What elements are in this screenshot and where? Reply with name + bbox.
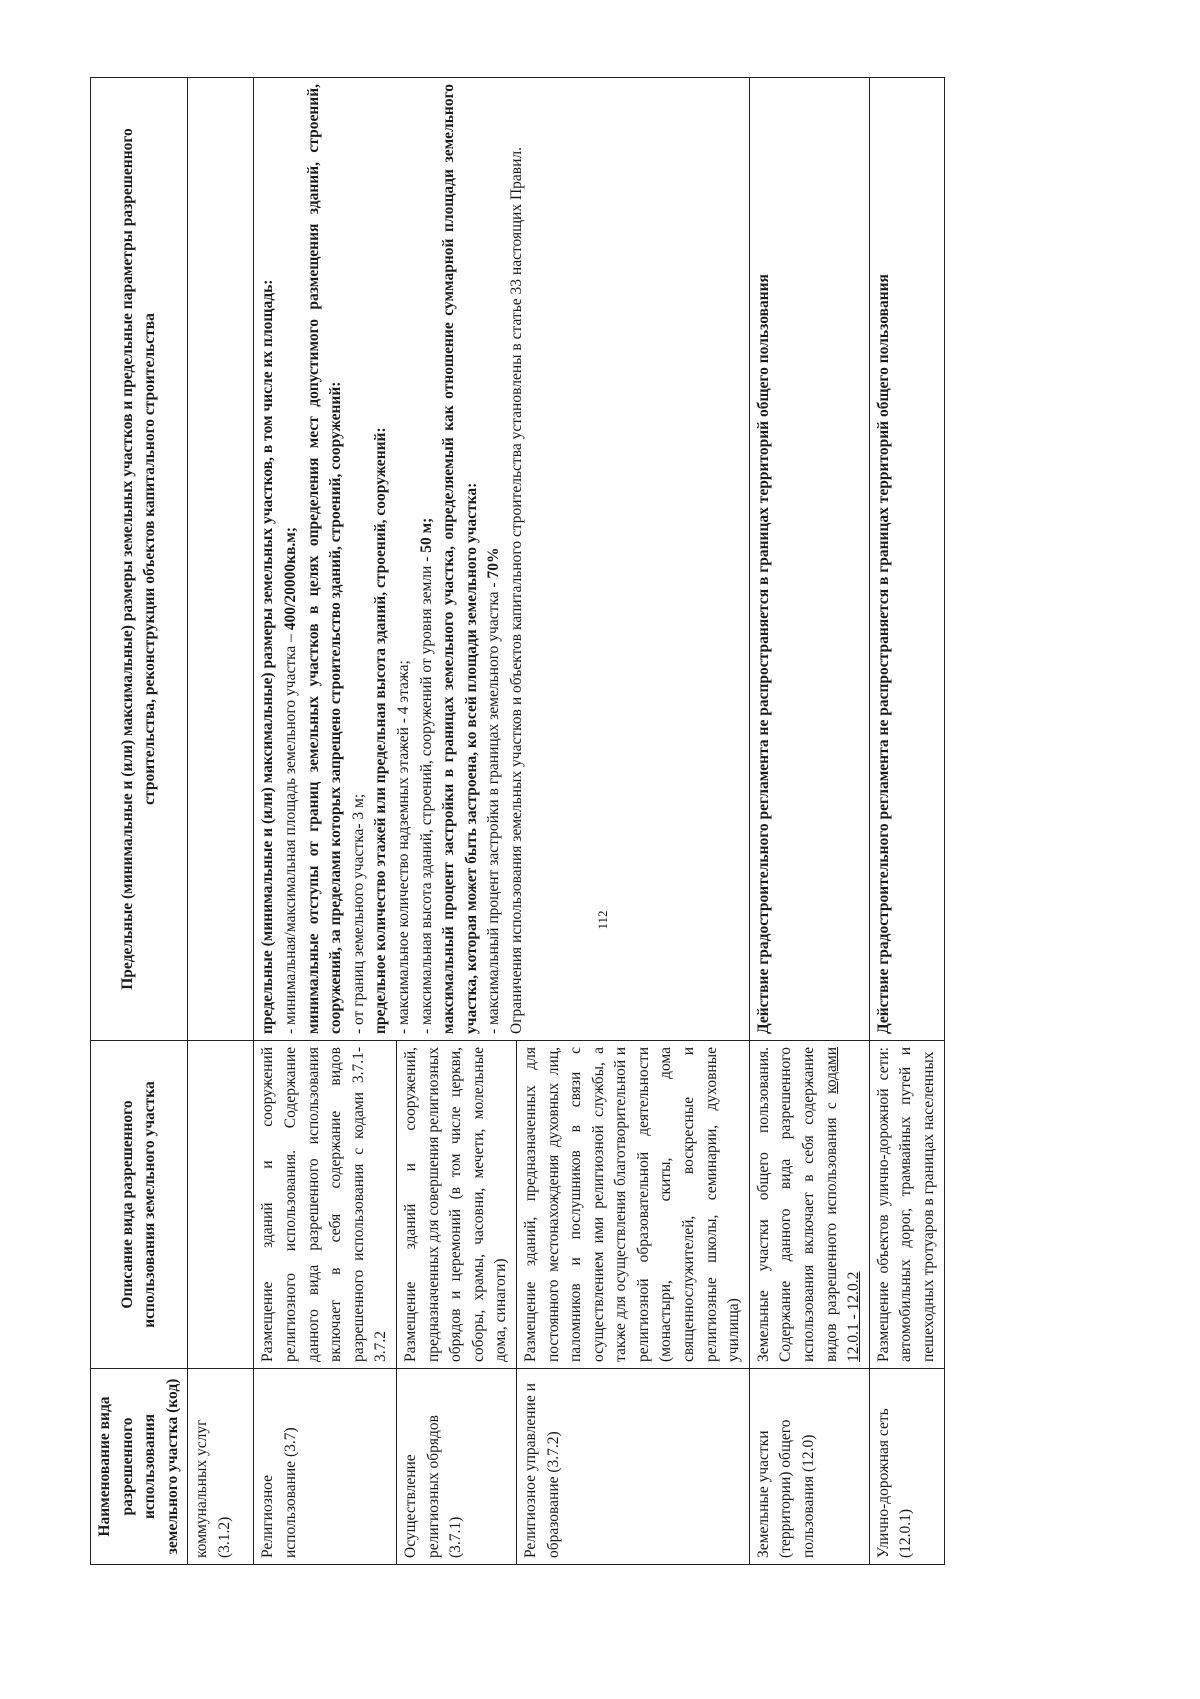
use-name-cell: коммунальных услуг (3.1.2) <box>188 1369 254 1565</box>
header-use-name: Наименование вида разрешенного использования земельного участка (код) <box>91 1369 188 1565</box>
parameters-cell: Действие градостроительного регламента не распространяется в границах территорий общего пользования <box>869 78 944 1041</box>
parameters-cell: Действие градостроительного регламента не распространяется в границах территорий общего пользования <box>749 78 869 1041</box>
use-description-cell: Размещение зданий и сооружений религиозного использования. Содержание данного вида разрешенного использования включает в себя содержание видов разрешенного использования с кодами 3.7.1-3.7.2 <box>254 1041 397 1369</box>
param-line: максимальный процент застройки в границах земельного участка, определяемый как отношение суммарной площади земельного участка, которая может быть застроена, ко всей площади земельного участка: <box>440 84 480 1034</box>
table-row <box>749 78 869 1565</box>
param-line: Ограничения использования земельных участков и объектов капитального строительства установлены в статье 33 настоящих Правил. <box>507 146 525 1034</box>
header-use-description: Описание вида разрешенного использования земельного участка <box>91 1041 188 1369</box>
use-description-cell: Размещение объектов улично-дорожной сети: автомобильных дорог, трамвайных путей и пешеходных тротуаров в границах населенных <box>869 1041 944 1369</box>
table-header-row <box>91 78 188 1565</box>
header-parameters: Предельные (минимальные и (или) максимальные) размеры земельных участков и предельные параметры разрешенного строительства, реконструкции объектов капитального строительства <box>91 78 188 1041</box>
use-name-cell: Осуществление религиозных обрядов (3.7.1) <box>396 1369 516 1565</box>
use-description-cell: Размещение зданий и сооружений, предназначенных для совершения религиозных обрядов и церемоний (в том числе церкви, соборы, храмы, часовни, мечети, молельные дома, синагоги) <box>396 1041 516 1369</box>
param-line: - максимальная высота зданий, строений, сооружений от уровня земли - 50 м; <box>417 517 435 1034</box>
use-name-cell: Улично-дорожная сеть (12.0.1) <box>869 1369 944 1565</box>
page-number: 112 <box>595 910 610 930</box>
param-line: - максимальное количество надземных этажей - 4 этажа; <box>394 660 412 1034</box>
use-description-cell: Размещение зданий, предназначенных для постоянного местонахождения духовных лиц, паломников и послушников в связи с осуществлением ими религиозной службы, а также для осуществления благотворительной и религиозной образовательной деятельности (монастыри, скиты, дома священнослужителей, воскресные и религиозные школы, семинарии, духовные училища) <box>516 1041 749 1369</box>
use-name-cell: Религиозное управление и образование (3.7.2) <box>516 1369 749 1565</box>
use-name-cell: Религиозное использование (3.7) <box>254 1369 397 1565</box>
param-line: минимальные отступы от границ земельных участков в целях определения мест допустимого размещения зданий, строений, сооружений, за пределами которых запрещено строительство зданий, строений, сооружений: <box>304 84 345 1034</box>
param-line: - максимальный процент застройки в границах земельного участка - 70% <box>485 547 503 1034</box>
param-line: - от границ земельного участка- 3 м; <box>349 793 367 1034</box>
use-name-cell: Земельные участки (территории) общего пользования (12.0) <box>749 1369 869 1565</box>
parameters-cell <box>188 78 254 1041</box>
codes-reference: кодами 12.0.1 - 12.0.2 <box>822 1047 863 1362</box>
param-line: предельные (минимальные и (или) максимальные) размеры земельных участков, в том числе их площадь: <box>259 279 277 1034</box>
parameters-cell <box>254 78 749 1041</box>
use-description-cell <box>188 1041 254 1369</box>
table-row <box>869 78 944 1565</box>
use-description-cell: Земельные участки общего пользования. Содержание данного вида разрешенного использования включает в себя содержание видов разрешенного использования с кодами 12.0.1 - 12.0.2 <box>749 1041 869 1369</box>
zoning-table <box>90 77 945 1565</box>
param-line: предельное количество этажей или предельная высота зданий, строений, сооружений: <box>372 427 390 1034</box>
table-row <box>188 78 254 1565</box>
param-line: - минимальная/максимальная площадь земельного участка – 400/20000кв.м; <box>281 527 299 1034</box>
table-row <box>254 78 397 1565</box>
rotated-page <box>90 77 1050 1565</box>
